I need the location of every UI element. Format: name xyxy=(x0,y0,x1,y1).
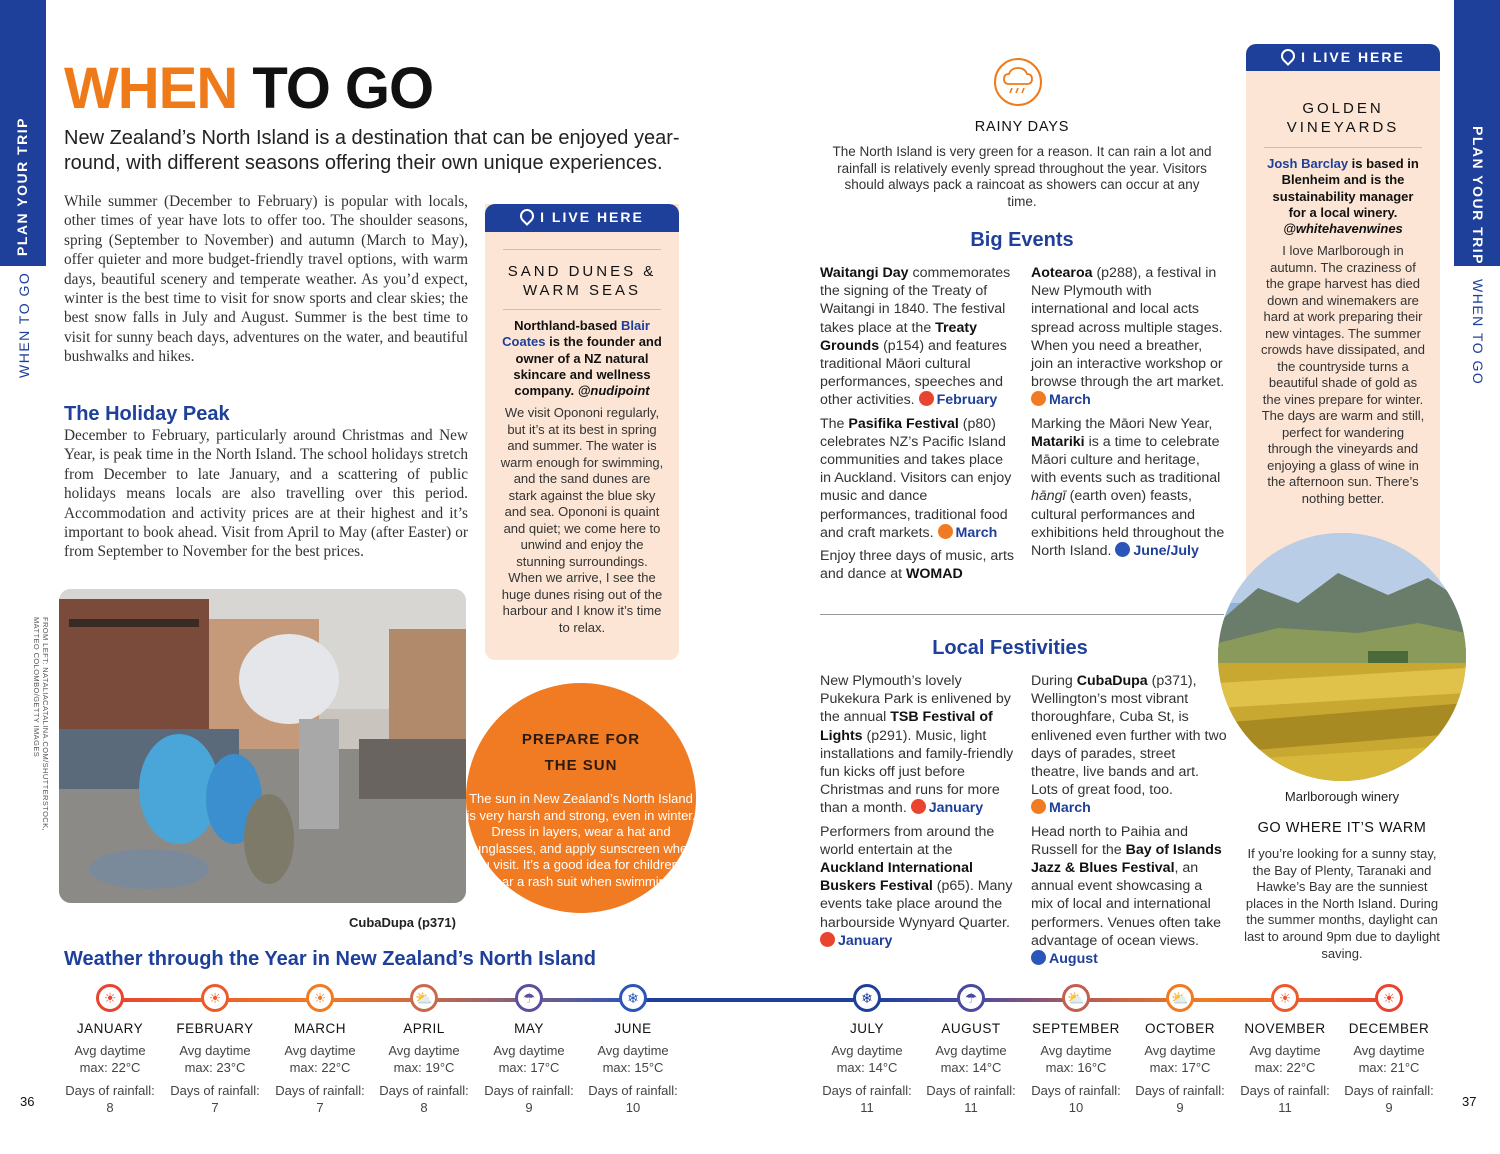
month-name: AUGUST xyxy=(941,1021,1001,1036)
snow-icon: ❄ xyxy=(853,984,881,1012)
month-name: APRIL xyxy=(403,1021,445,1036)
cubadupa-photo xyxy=(59,589,466,903)
live-here-header: I LIVE HERE xyxy=(485,204,679,232)
page-number-left: 36 xyxy=(20,1094,35,1109)
month-temp: Avg daytime max: 17°C xyxy=(1144,1043,1216,1075)
month-temp: Avg daytime max: 17°C xyxy=(493,1043,565,1075)
event-waitangi: Waitangi Day commemorates the signing of the Treaty of Waitangi in 1840. The festival takes place at the Treaty Grounds (p154) and features traditional Māori cultural performances, speeches and other activities. February xyxy=(820,265,1011,409)
side-section-label: WHEN TO GO xyxy=(16,271,32,378)
month-name: SEPTEMBER xyxy=(1032,1021,1120,1036)
month-name: DECEMBER xyxy=(1348,1021,1430,1036)
local-col1 xyxy=(820,672,1016,955)
event-jazz: Head north to Paihia and Russell for the Bay of Islands Jazz & Blues Festival, an annual event showcasing a mix of local and international performers. Venues often take advantage of ocean views. August xyxy=(1031,823,1222,968)
month-name: MAY xyxy=(514,1021,544,1036)
live-here-title-2: GOLDEN VINEYARDS xyxy=(1286,100,1400,136)
holiday-peak-paragraph: December to February, particularly around Christmas and New Year, is peak time in the North Island. The school holidays stretch from December to late January, and a scattering of public holidays means locals are also travelling over this period. Accommodation and activity prices are at their highest and it’s important to book ahead. Visit from April to May (after Easter) or from September to November for the best prices. xyxy=(64,427,468,561)
live-here-bio: Northland-based Blair Coates is the founder and owner of a NZ natural skincare and wellness company. @nudipoint xyxy=(503,309,661,399)
month-rain: Days of rainfall: 8 xyxy=(65,1083,155,1115)
live-here-box-sand-dunes xyxy=(485,204,679,660)
weather-month-may xyxy=(477,984,581,1116)
summer-icon xyxy=(820,932,835,947)
sun-icon: ☀ xyxy=(1375,984,1403,1012)
month-name: JANUARY xyxy=(76,1021,144,1036)
weather-month-august xyxy=(919,984,1023,1116)
autumn-icon xyxy=(1031,799,1046,814)
month-name: JULY xyxy=(849,1021,884,1036)
lead-paragraph: New Zealand’s North Island is a destination that can be enjoyed year-round, with different seasons offering their own unique experiences. xyxy=(64,127,680,174)
big-events-heading: Big Events xyxy=(970,229,1074,251)
month-name: FEBRUARY xyxy=(176,1021,254,1036)
month-temp: Avg daytime max: 15°C xyxy=(597,1043,669,1075)
big-events-col2 xyxy=(1031,264,1227,565)
winter-icon xyxy=(1031,950,1046,965)
cloud-sun-icon: ⛅ xyxy=(410,984,438,1012)
weather-month-september xyxy=(1024,984,1128,1116)
prepare-sun-callout xyxy=(466,683,696,913)
event-tsb: New Plymouth’s lovely Pukekura Park is enlivened by the annual TSB Festival of Lights (p291). Music, light installations and family-friendly fun kicks off just before Christmas and runs for more than a month. January xyxy=(820,673,1014,817)
weather-month-march xyxy=(268,984,372,1116)
photo-credit: FROM LEFT: NATALIACATALINA.COM/SHUTTERSTOCK, xyxy=(41,617,50,832)
weather-month-february xyxy=(163,984,267,1116)
rain-icon: ☂ xyxy=(515,984,543,1012)
month-rain: Days of rainfall: 11 xyxy=(926,1083,1016,1115)
cubadupa-caption: CubaDupa (p371) xyxy=(349,915,456,930)
month-name: NOVEMBER xyxy=(1244,1021,1326,1036)
live-here-quote-2: I love Marlborough in autumn. The craziness of the grape harvest has died down and winemakers are hard at work preparing their new vintages. The summer crowds have dissipated, and the countryside turns a beautiful shade of gold as the vines prepare for winter. The days are warm and still, perfect for wandering through the vineyards and enjoying a glass of wine in the afternoon sun. There’s nothing better. xyxy=(1260,243,1426,506)
month-temp: Avg daytime max: 14°C xyxy=(935,1043,1007,1075)
month-rain: Days of rainfall: 10 xyxy=(588,1083,678,1115)
month-rain: Days of rainfall: 11 xyxy=(1240,1083,1330,1115)
photo-credit-2: MATTEO COLOMBO/GETTY IMAGES xyxy=(32,617,41,758)
month-temp: Avg daytime max: 22°C xyxy=(1249,1043,1321,1075)
month-rain: Days of rainfall: 9 xyxy=(484,1083,574,1115)
sun-icon: ☀ xyxy=(201,984,229,1012)
cloud-sun-icon: ⛅ xyxy=(1166,984,1194,1012)
pin-icon xyxy=(517,206,537,226)
month-name: MARCH xyxy=(294,1021,346,1036)
rainy-title: RAINY DAYS xyxy=(974,119,1070,135)
month-rain: Days of rainfall: 7 xyxy=(275,1083,365,1115)
weather-month-june xyxy=(581,984,685,1116)
live-here-divider xyxy=(503,249,661,300)
month-rain: Days of rainfall: 10 xyxy=(1031,1083,1121,1115)
month-rain: Days of rainfall: 8 xyxy=(379,1083,469,1115)
side-plan-label-right: PLAN YOUR TRIP xyxy=(1470,126,1486,265)
weather-month-november xyxy=(1233,984,1337,1116)
month-temp: Avg daytime max: 19°C xyxy=(388,1043,460,1075)
month-temp: Avg daytime max: 14°C xyxy=(831,1043,903,1075)
event-matariki: Marking the Māori New Year, Matariki is a time to celebrate Māori culture and heritage, with events such as traditional hāngī (earth oven) feasts, cultural performances and exhibitions held throughout the North Island. June/July xyxy=(1031,415,1225,560)
sun-icon: ☀ xyxy=(306,984,334,1012)
event-aotearoa: Aotearoa (p288), a festival in New Plymouth with international and local acts spread across multiple stages. When you need a breather, join an interactive workshop or browse through the art market. March xyxy=(1031,265,1225,409)
autumn-icon xyxy=(1031,391,1046,406)
sun-icon: ☀ xyxy=(96,984,124,1012)
month-temp: Avg daytime max: 23°C xyxy=(179,1043,251,1075)
autumn-icon xyxy=(938,524,953,539)
warm-title: GO WHERE IT’S WARM xyxy=(1257,820,1427,836)
page-title: WHEN TO GO xyxy=(64,56,434,121)
live-here-header-2: I LIVE HERE xyxy=(1246,44,1440,71)
month-temp: Avg daytime max: 16°C xyxy=(1040,1043,1112,1075)
warm-text: If you’re looking for a sunny stay, the Bay of Plenty, Taranaki and Hawke’s Bay are the sunniest places in the North Island. During the summer months, daylight can last to around 9pm due to daylight saving. xyxy=(1244,846,1440,961)
live-here-quote: We visit Opononi regularly, but it’s at its best in spring and summer. The water is warm enough for swimming, and the sand dunes are stark against the blue sky and sea. Opononi is quaint and quiet; we come here to unwind and enjoy the stunning surroundings. When we arrive, I see the huge dunes rising out of the harbour and I know it’s time to relax. xyxy=(500,405,664,635)
event-womad: Enjoy three days of music, arts and dance at WOMAD xyxy=(820,548,1014,583)
pin-icon xyxy=(1278,46,1298,66)
live-here-title-wrap xyxy=(1264,99,1422,137)
rain-icon: ☂ xyxy=(957,984,985,1012)
side-tab-left xyxy=(0,0,46,266)
summer-icon xyxy=(911,799,926,814)
local-col2 xyxy=(1031,672,1227,973)
month-rain: Days of rainfall: 9 xyxy=(1135,1083,1225,1115)
side-section-label-right: WHEN TO GO xyxy=(1470,279,1486,386)
cloud-sun-icon: ⛅ xyxy=(1062,984,1090,1012)
intro-paragraph: While summer (December to February) is popular with locals, other times of year have lots to offer too. The shoulder seasons, spring (September to November) and autumn (March to May), offer quieter and more budget-friendly travel options, with warm days, beautiful scenery and temperate weather. As you’d expect, winter is the best time to visit for snow sports and clear skies; the best snow falls in July and August. Summer is the best time to visit for sunny beach days, adventures on the water, and beautiful bushwalks and hikes. xyxy=(64,193,468,366)
weather-month-january xyxy=(58,984,162,1116)
month-rain: Days of rainfall: 11 xyxy=(822,1083,912,1115)
month-temp: Avg daytime max: 21°C xyxy=(1353,1043,1425,1075)
summer-icon xyxy=(919,391,934,406)
weather-month-july xyxy=(815,984,919,1116)
side-plan-label: PLAN YOUR TRIP xyxy=(14,117,30,256)
weather-month-october xyxy=(1128,984,1232,1116)
sun-icon: ☀ xyxy=(1271,984,1299,1012)
month-temp: Avg daytime max: 22°C xyxy=(74,1043,146,1075)
prepare-text: The sun in New Zealand’s North Island is very harsh and strong, even in winter. Dress in layers, wear a hat and sunglasses, and apply sunscreen when you visit. It’s a good idea for children to wear a rash suit when swimming. xyxy=(466,791,696,889)
rainy-text: The North Island is very green for a reason. It can rain a lot and rainfall is relatively evenly spread throughout the year. Visitors should always pack a raincoat as showers can occur at any time. xyxy=(832,144,1212,210)
weather-heading: Weather through the Year in New Zealand’s North Island xyxy=(64,948,596,970)
prepare-title: PREPARE FOR THE SUN xyxy=(521,731,641,774)
event-buskers: Performers from around the world entertain at the Auckland International Buskers Festival (p65). Many events take place around the harbourside Wynyard Quarter. January xyxy=(820,823,1013,949)
live-here-bio-2: Josh Barclay is based in Blenheim and is the sustainability manager for a local winery. @whitehavenwines xyxy=(1264,147,1422,237)
side-tab-right xyxy=(1454,0,1500,266)
month-rain: Days of rainfall: 7 xyxy=(170,1083,260,1115)
section-divider xyxy=(820,614,1224,615)
big-events-col1 xyxy=(820,264,1014,588)
vineyard-caption: Marlborough winery xyxy=(1284,789,1400,804)
weather-month-december xyxy=(1337,984,1441,1116)
local-festivities-heading: Local Festivities xyxy=(932,637,1088,659)
month-name: OCTOBER xyxy=(1144,1021,1215,1036)
page-number-right: 37 xyxy=(1462,1094,1477,1109)
holiday-peak-heading: The Holiday Peak xyxy=(64,403,230,425)
rain-cloud-icon xyxy=(994,58,1042,106)
weather-month-april xyxy=(372,984,476,1116)
event-cubadupa: During CubaDupa (p371), Wellington’s most vibrant thoroughfare, Cuba St, is enlivened even further with two days of parades, street theatre, live bands and art. Lots of great food, too. March xyxy=(1031,673,1227,817)
month-rain: Days of rainfall: 9 xyxy=(1344,1083,1434,1115)
month-name: JUNE xyxy=(614,1021,652,1036)
event-pasifika: The Pasifika Festival (p80) celebrates NZ’s Pacific Island communities and takes place in Auckland. Visitors can enjoy music and dance performances, traditional food and craft markets. March xyxy=(820,415,1012,541)
vineyard-photo xyxy=(1218,533,1466,781)
snow-icon: ❄ xyxy=(619,984,647,1012)
winter-icon xyxy=(1115,542,1130,557)
live-here-title: SAND DUNES & WARM SEAS xyxy=(507,263,657,299)
month-temp: Avg daytime max: 22°C xyxy=(284,1043,356,1075)
